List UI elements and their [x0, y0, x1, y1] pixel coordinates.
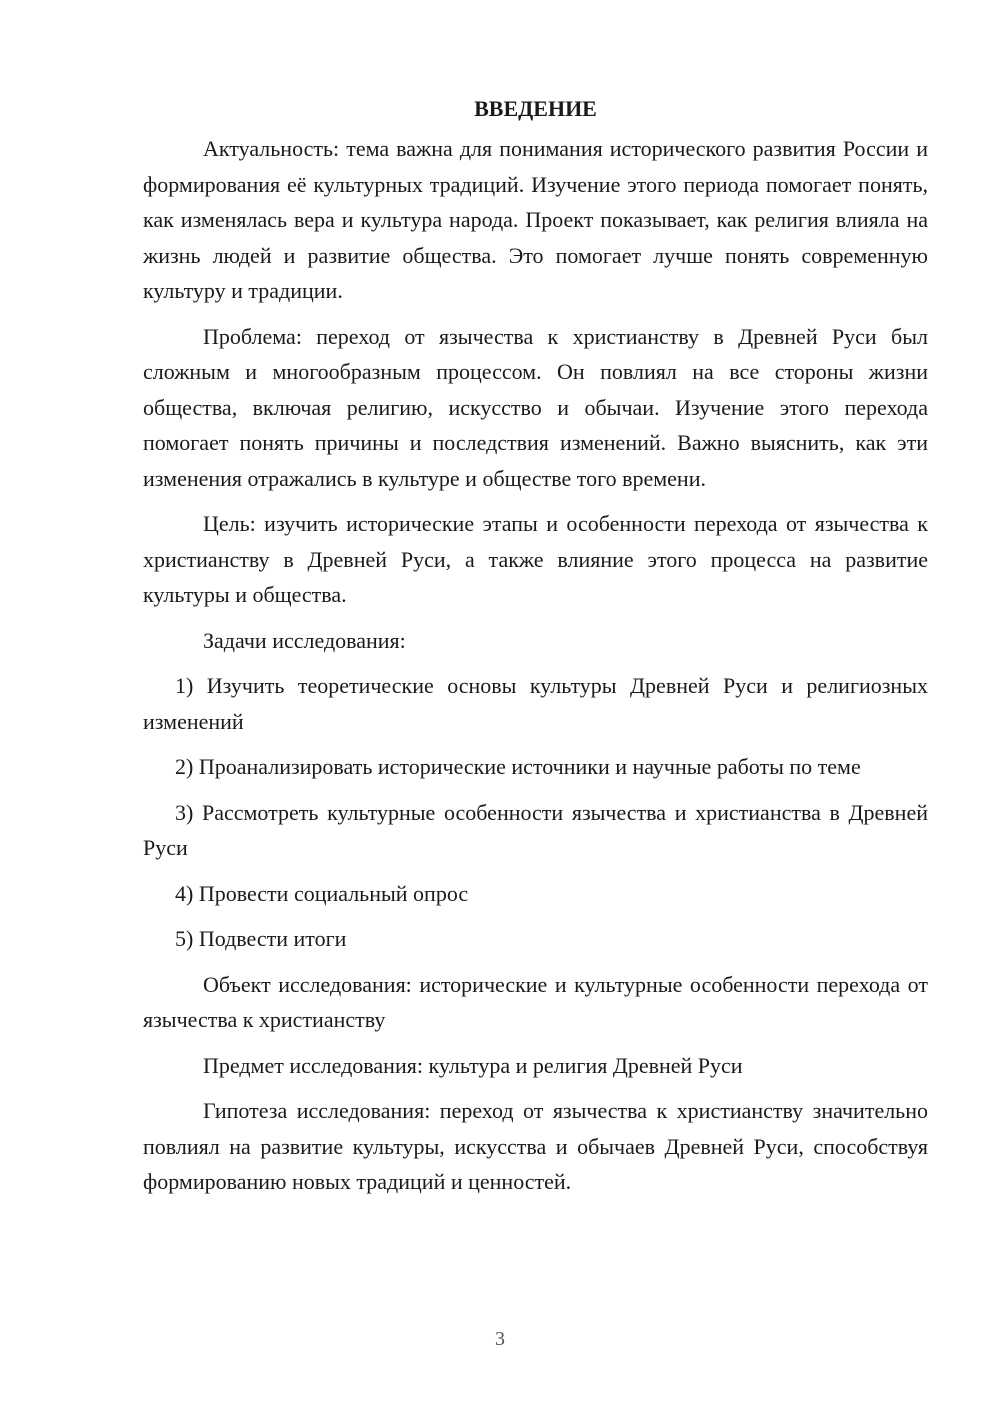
problem-paragraph: Проблема: переход от язычества к христианству в Древней Руси был сложным и многообразным процессом. Он повлиял на все стороны жизни общества, включая религию, искусство и обычаи. Изучение этого перехода помогает понять причины и последствия изменений. Важно выяснить, как эти изменения отражались в культуре и обществе того времени. [143, 323, 928, 491]
task-item: 3) Рассмотреть культурные особенности язычества и христианства в Древней Руси [143, 799, 928, 860]
object-paragraph: Объект исследования: исторические и культурные особенности перехода от язычества к христианству [143, 971, 928, 1032]
task-item: 5) Подвести итоги [175, 926, 347, 951]
page-number: 3 [495, 1328, 505, 1350]
task-item: 4) Провести социальный опрос [175, 880, 469, 906]
goal-paragraph: Цель: изучить исторические этапы и особенности перехода от язычества к христианству в Древней Руси, а также влияние этого процесса на развитие культуры и общества. [143, 511, 928, 607]
task-item: 2) Проанализировать исторические источники и научные работы по теме [175, 754, 861, 779]
task-item: 1) Изучить теоретические основы культуры Древней Руси и религиозных изменений [143, 673, 928, 734]
document-page [143, 94, 928, 1210]
tasks-heading: Задачи исследования: [203, 627, 406, 653]
hypothesis-paragraph: Гипотеза исследования: переход от язычества к христианству значительно повлиял на развитие культуры, искусства и обычаев Древней Руси, способствуя формированию новых традиций и ценностей. [143, 1098, 928, 1194]
section-heading: ВВЕДЕНИЕ [474, 96, 597, 121]
relevance-paragraph: Актуальность: тема важна для понимания исторического развития России и формирования её культурных традиций. Изучение этого периода помогает понять, как изменялась вера и культура народа. Проект показывает, как религия влияла на жизнь людей и развитие общества. Это помогает лучше понять современную культуру и традиции. [143, 136, 928, 303]
subject-paragraph: Предмет исследования: культура и религия Древней Руси [203, 1052, 743, 1078]
